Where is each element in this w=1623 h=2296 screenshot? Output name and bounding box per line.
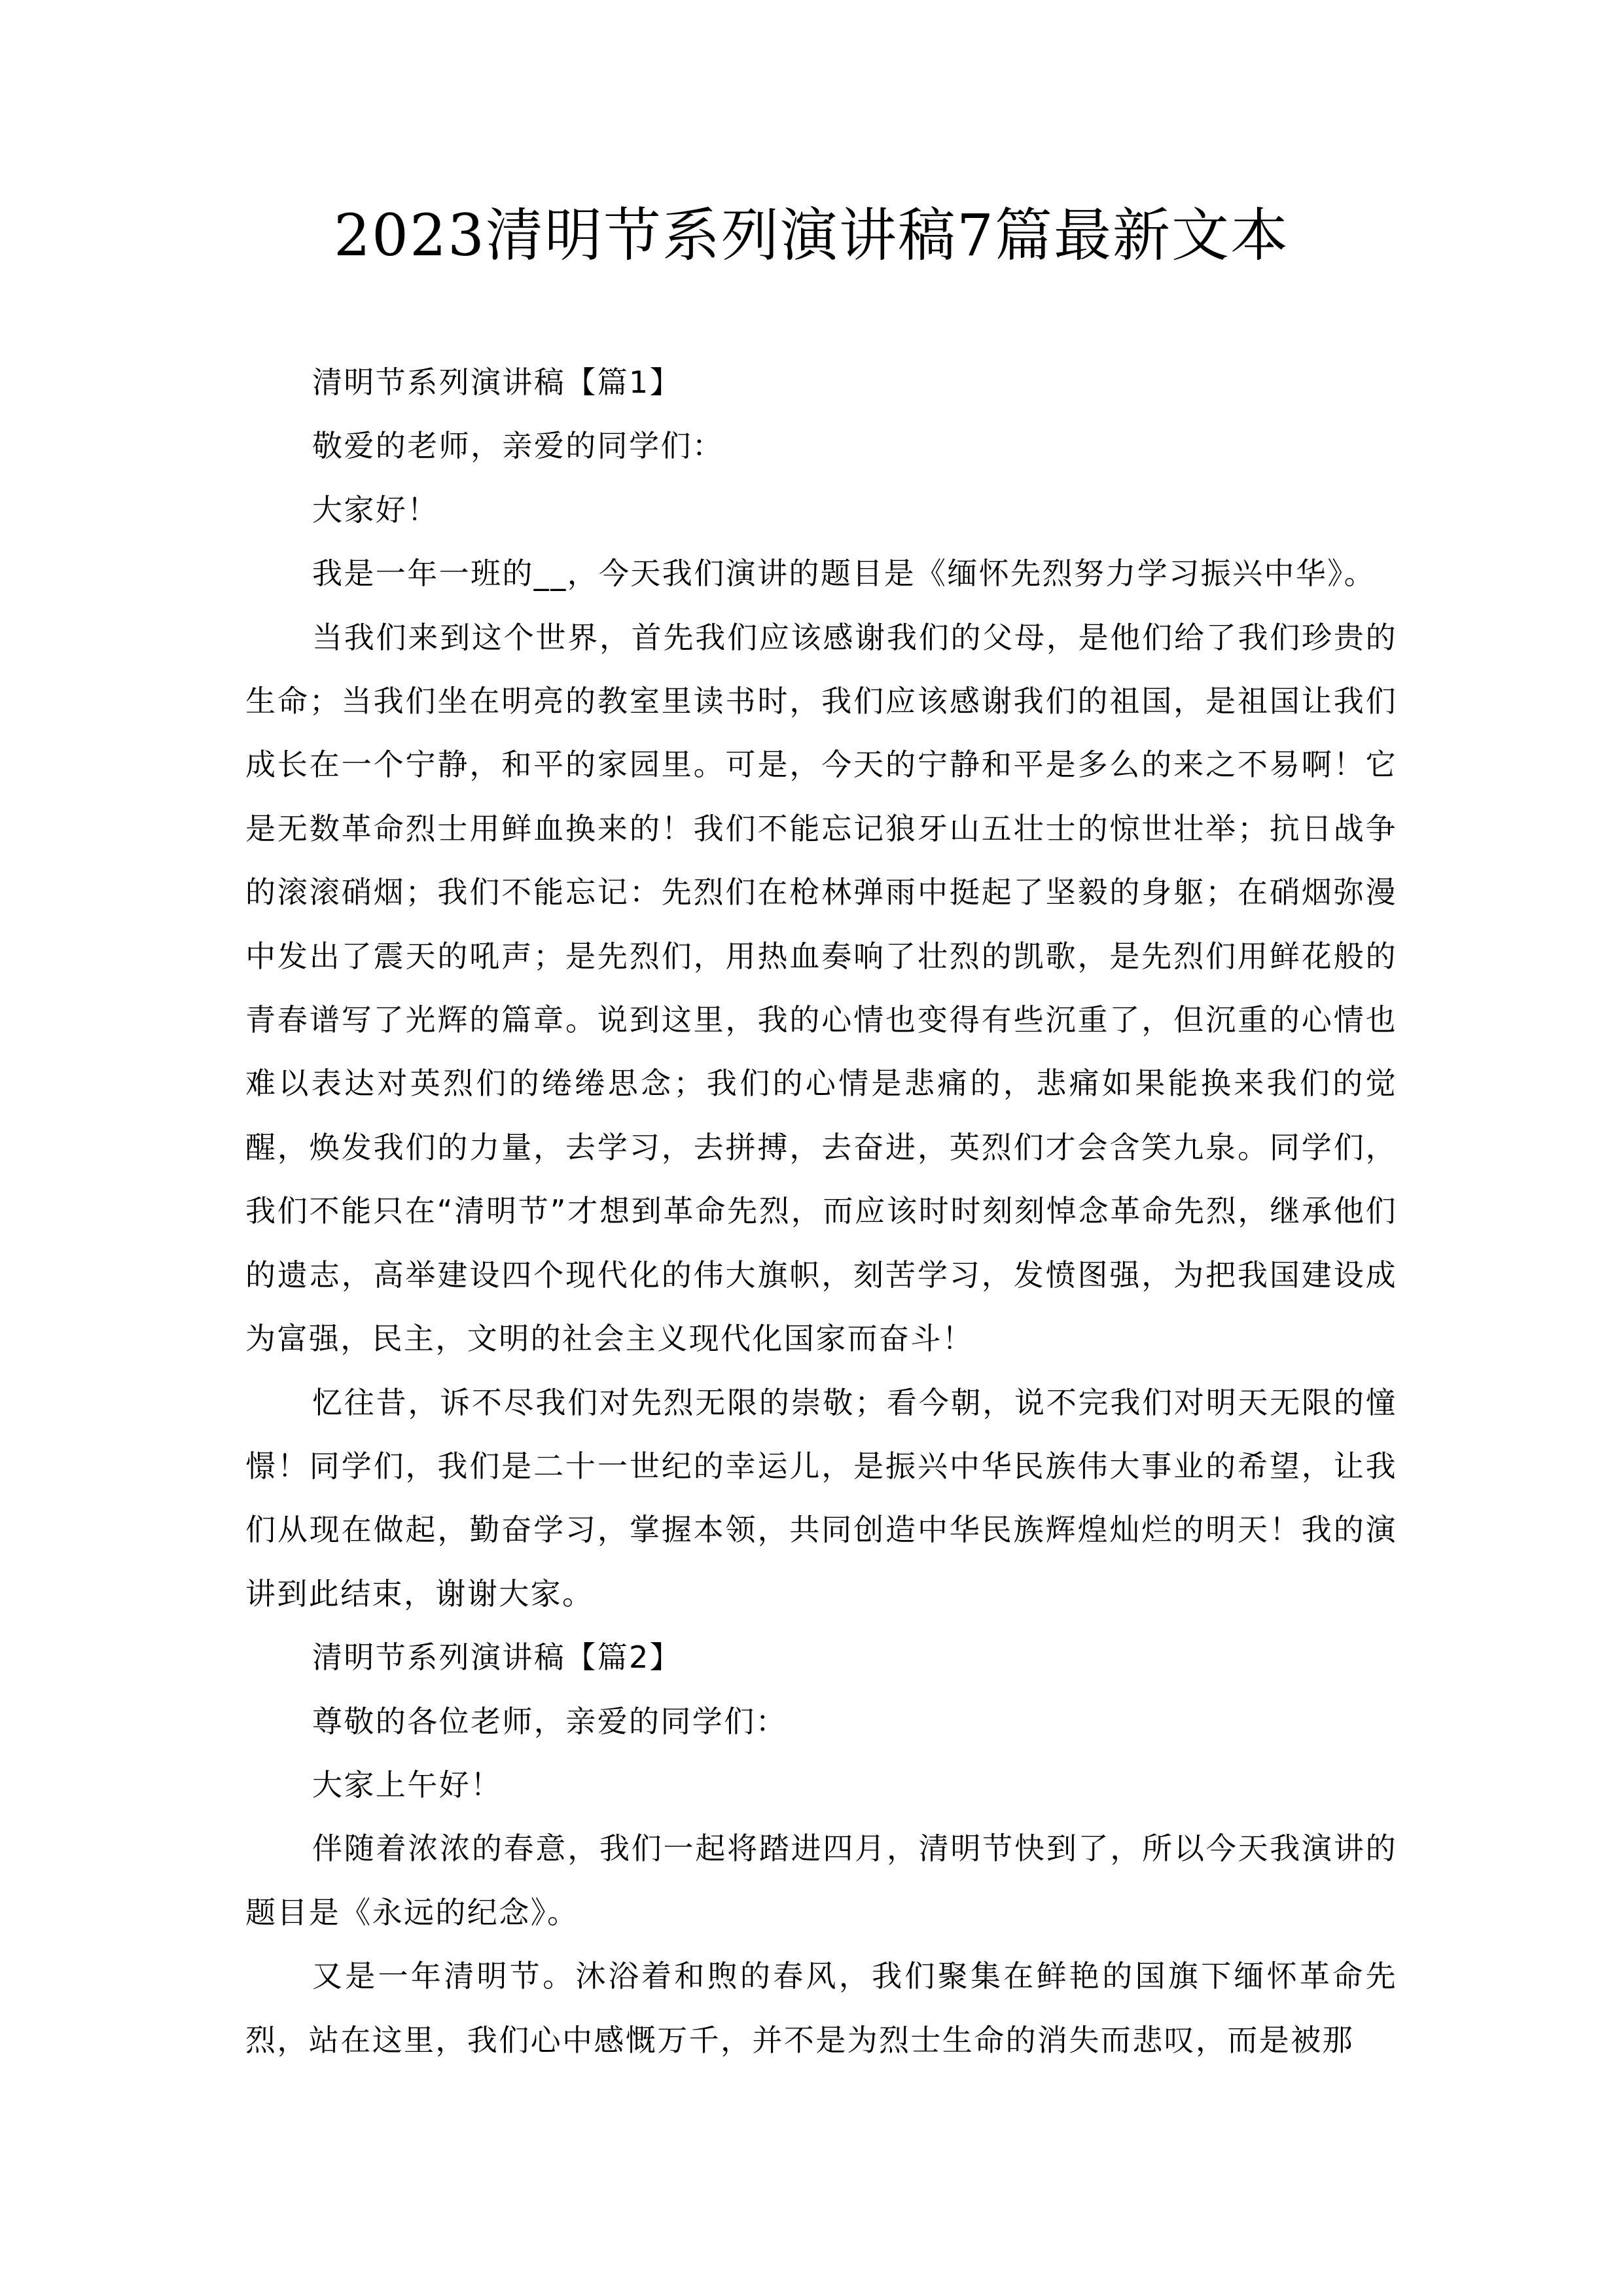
section-heading-2: 清明节系列演讲稿【篇2】 <box>312 1640 682 1676</box>
paragraph: 当我们来到这个世界，首先我们应该感谢我们的父母，是他们给了我们珍贵的生命；当我们坐在明亮的教室里读书时，我们应该感谢我们的祖国，是祖国让我们成长在一个宁静，和平的家园里。可是，今天的宁静和平是多么的来之不易啊！它是无数革命烈士用鲜血换来的！我们不能忘记狼牙山五壮士的惊世壮举；抗日战争的滚滚硝烟；我们不能忘记：先烈们在枪林弹雨中挺起了坚毅的身躯；在硝烟弥漫中发出了震天的吼声；是先烈们，用热血奏响了壮烈的凯歌，是先烈们用鲜花般的青春谱写了光辉的篇章。说到这里，我的心情也变得有些沉重了，但沉重的心情也难以表达对英烈们的绻绻思念；我们的心情是悲痛的，悲痛如果能换来我们的觉醒，焕发我们的力量，去学习，去拼搏，去奋进，英烈们才会含笑九泉。同学们，我们不能只在“清明节”才想到革命先烈，而应该时时刻刻悼念革命先烈，继承他们的遗志，高举建设四个现代化的伟大旗帜，刻苦学习，发愤图强，为把我国建设成为富强，民主，文明的社会主义现代化国家而奋斗！ <box>245 619 1397 1357</box>
document-title: 2023清明节系列演讲稿7篇最新文本 <box>334 202 1289 269</box>
paragraph: 忆往昔，诉不尽我们对先烈无限的崇敬；看今朝，说不完我们对明天无限的憧憬！同学们，我们是二十一世纪的幸运儿，是振兴中华民族伟大事业的希望，让我们从现在做起，勤奋学习，掌握本领，共同创造中华民族辉煌灿烂的明天！我的演讲到此结束，谢谢大家。 <box>245 1384 1397 1611</box>
salutation-1: 敬爱的老师，亲爱的同学们： <box>312 428 724 464</box>
document-body <box>245 351 1397 2072</box>
paragraph: 伴随着浓浓的春意，我们一起将踏进四月，清明节快到了，所以今天我演讲的题目是《永远的纪念》。 <box>245 1831 1397 1930</box>
section-heading-1: 清明节系列演讲稿【篇1】 <box>312 365 682 400</box>
greeting-2: 大家上午好！ <box>312 1767 503 1803</box>
salutation-2: 尊敬的各位老师，亲爱的同学们： <box>312 1703 787 1739</box>
greeting-1: 大家好！ <box>312 492 439 528</box>
paragraph: 我是一年一班的__，今天我们演讲的题目是《缅怀先烈努力学习振兴中华》。 <box>312 556 1376 592</box>
paragraph: 又是一年清明节。沐浴着和煦的春风，我们聚集在鲜艳的国旗下缅怀革命先烈，站在这里，我们心中感慨万千，并不是为烈士生命的消失而悲叹，而是被那 <box>245 1958 1397 2058</box>
